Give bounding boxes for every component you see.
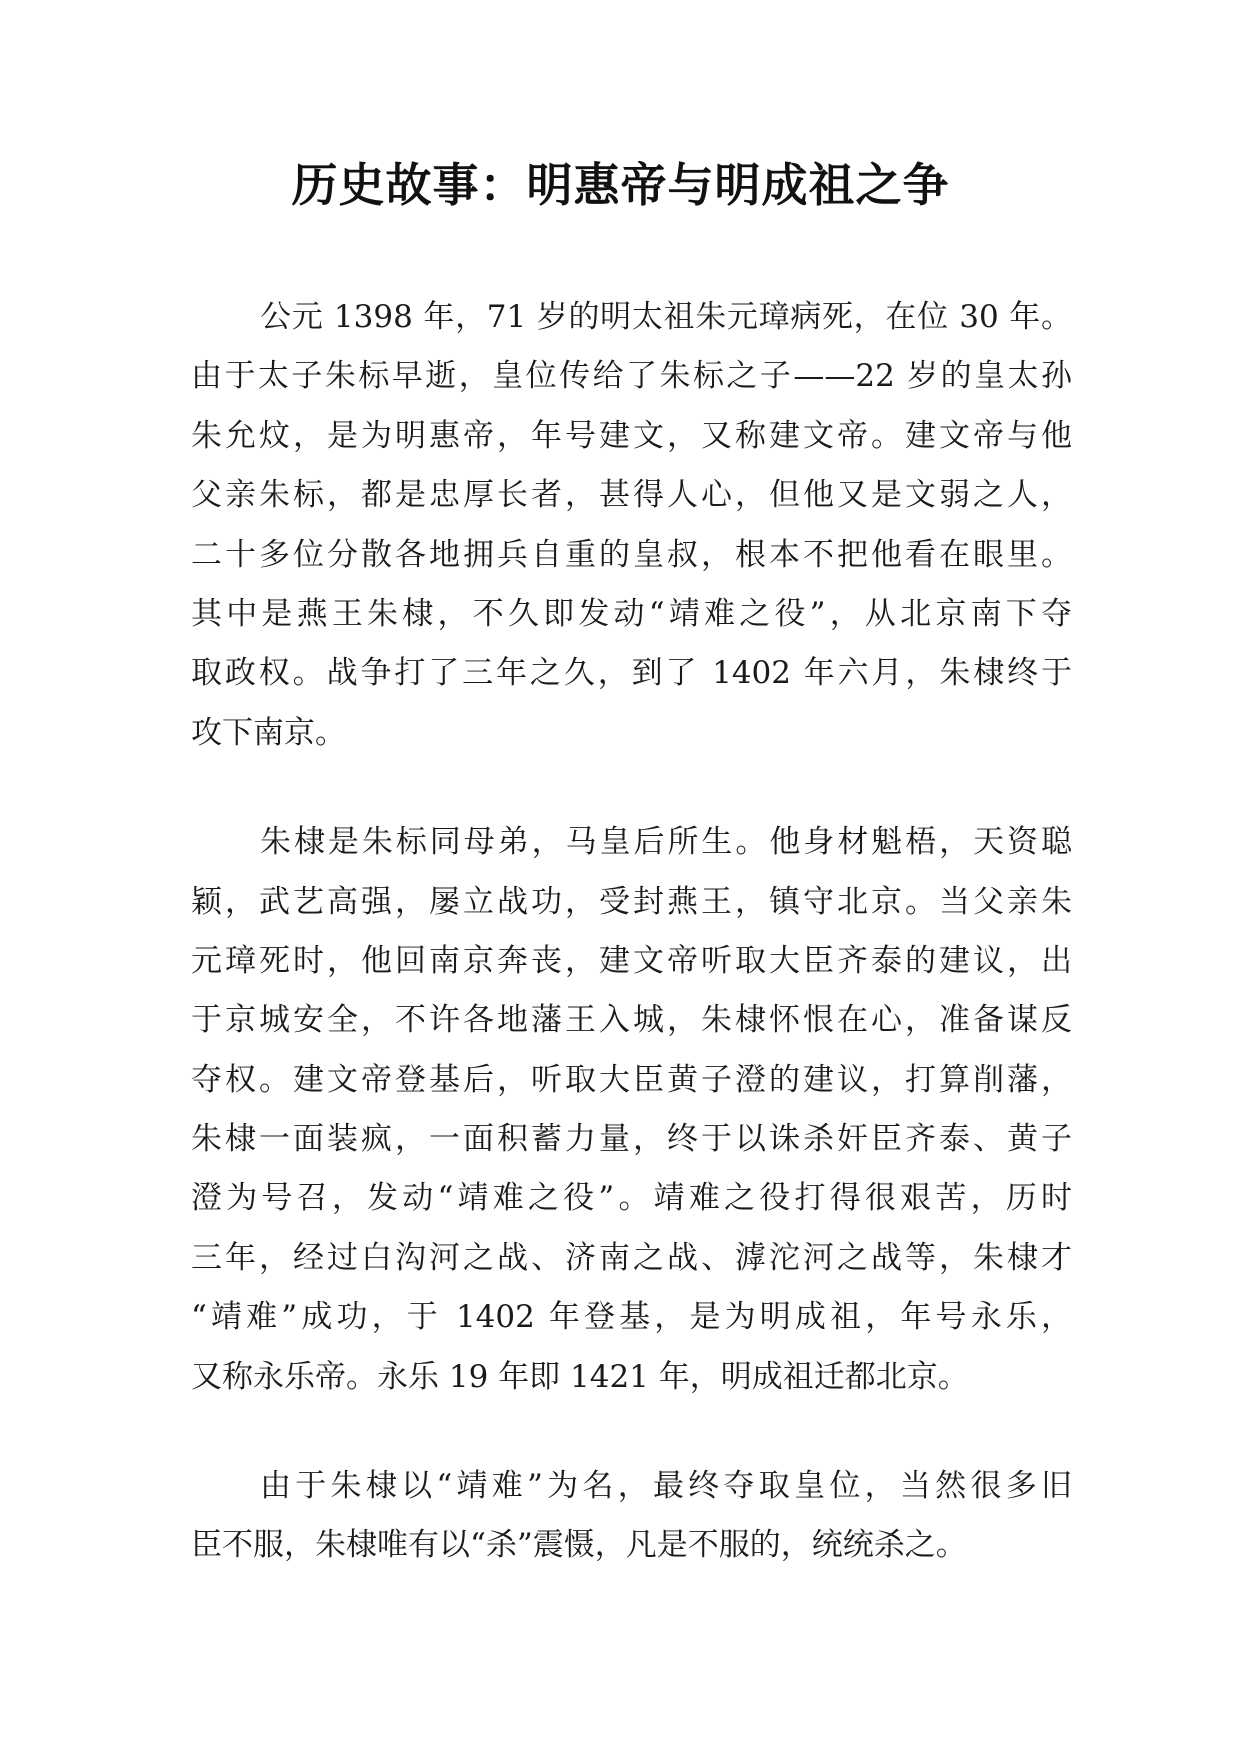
paragraph-line: 元璋死时，他回南京奔丧，建文帝听取大臣齐泰的建议，出 xyxy=(191,942,1072,979)
paragraph-1 xyxy=(191,288,1072,763)
paragraph-line: 由于太子朱标早逝，皇位传给了朱标之子——22 岁的皇太孙 xyxy=(191,358,1072,395)
paragraph-line: 臣不服，朱棣唯有以“杀”震慑，凡是不服的，统统杀之。 xyxy=(191,1527,967,1564)
paragraph-line: 朱棣是朱标同母弟，马皇后所生。他身材魁梧，天资聪 xyxy=(260,824,1072,861)
document-title: 历史故事：明惠帝与明成祖之争 xyxy=(291,158,950,212)
paragraph-line: 澄为号召，发动“靖难之役”。靖难之役打得很艰苦，历时 xyxy=(191,1180,1072,1217)
paragraph-line: 朱棣一面装疯，一面积蓄力量，终于以诛杀奸臣齐泰、黄子 xyxy=(191,1121,1072,1158)
paragraph-line: 攻下南京。 xyxy=(191,714,346,751)
paragraph-line: 公元 1398 年，71 岁的明太祖朱元璋病死，在位 30 年。 xyxy=(260,299,1072,335)
paragraph-line: 由于朱棣以“靖难”为名，最终夺取皇位，当然很多旧 xyxy=(260,1468,1072,1505)
paragraph-3 xyxy=(191,1457,1072,1576)
paragraph-line: 夺权。建文帝登基后，听取大臣黄子澄的建议，打算削藩， xyxy=(191,1061,1072,1098)
document-body xyxy=(191,288,1072,1626)
paragraph-line: 父亲朱标，都是忠厚长者，甚得人心，但他又是文弱之人， xyxy=(191,477,1072,514)
paragraph-line: “靖难”成功，于 1402 年登基，是为明成祖，年号永乐， xyxy=(191,1299,1072,1336)
paragraph-2 xyxy=(191,813,1072,1407)
paragraph-line: 又称永乐帝。永乐 19 年即 1421 年，明成祖迁都北京。 xyxy=(191,1358,969,1395)
paragraph-line: 朱允炆，是为明惠帝，年号建文，又称建文帝。建文帝与他 xyxy=(191,417,1072,454)
paragraph-line: 其中是燕王朱棣，不久即发动“靖难之役”，从北京南下夺 xyxy=(191,595,1072,632)
paragraph-line: 二十多位分散各地拥兵自重的皇叔，根本不把他看在眼里。 xyxy=(191,536,1072,573)
paragraph-line: 于京城安全，不许各地藩王入城，朱棣怀恨在心，准备谋反 xyxy=(191,1002,1072,1039)
paragraph-line: 颖，武艺高强，屡立战功，受封燕王，镇守北京。当父亲朱 xyxy=(191,883,1072,920)
paragraph-line: 取政权。战争打了三年之久，到了 1402 年六月，朱棣终于 xyxy=(191,655,1072,692)
paragraph-line: 三年，经过白沟河之战、济南之战、滹沱河之战等，朱棣才 xyxy=(191,1239,1072,1276)
